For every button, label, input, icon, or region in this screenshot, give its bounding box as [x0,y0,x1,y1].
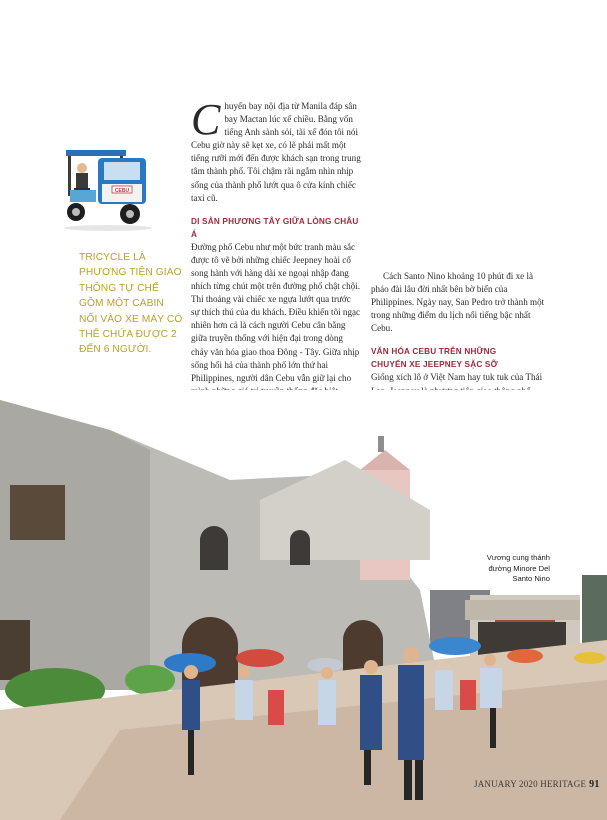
section1-paragraph-1: Đường phố Cebu như một bức tranh màu sắc được tô vẽ bởi những chiếc Jeepney hoài cổ song hành với hàng dài xe ngoại nhập đang nhích từng chút một trên đường phố chật chội. Thi thoảng vài chiếc xe ngựa lướt qua trước sự thích thú của du khách. Điều khiến tôi ngạc nhiên hơn cả là cách người Cebu cân bằng giữa truyền thống với hiện đại trong dòng chảy văn hóa giao thoa Đông - Tây. Giữa nhịp sống hối hả của thành phố lớn thứ hai Philippines, người dân Cebu vẫn giữ lại cho [191,241,361,383]
section2-heading-line2: CHUYẾN XE JEEPNEY SẶC SỠ [371,360,498,370]
drop-cap: C [191,95,221,144]
intro-paragraph: huyến bay nội địa từ Manila đáp sân bay Mactan lúc xế chiều. Bằng vốn tiếng Anh sành sỏi, tài xế đón tôi nói Cebu giờ này sẽ kẹt xe, có lẽ phải mất một tiếng rưỡi mới đến được khách sạn trong trung tâm thành phố. Tôi chậm rãi ngắm nhìn nhịp sống của thành phố lướt qua ô cửa kính chiếc taxi cũ. [191,101,361,203]
section2-heading-line1: VĂN HÓA CEBU TRÊN NHỮNG [371,347,497,357]
section2-paragraph-1: Giống xích lô ở Việt Nam hay tuk tuk của Thái [371,372,543,383]
issue-label: JANUARY 2020 HERITAGE [474,779,587,789]
tricycle-plate: CEBU [114,188,130,194]
tricycle-caption: TRICYCLE LÀ PHƯƠNG TIỆN GIAO THÔNG TỰ CHẾ GỒM MỘT CABIN NỐI VÀO XE MÁY CÓ THỂ CHỨA ĐƯỢC 2 ĐẾN 6 NGƯỜI. [79,252,183,356]
photo-caption: Vương cung thánh đường Minore Del Santo Nino [486,553,550,584]
section-heading-jeepney [371,345,545,371]
basilica-photo [0,390,607,820]
section-heading-western-heritage: DI SẢN PHƯƠNG TÂY GIỮA LÒNG CHÂU Á [191,216,359,239]
page-number: 91 [589,779,600,790]
section1-paragraph-2: Cách Santo Nino khoảng 10 phút đi xe là pháo đài lâu đời nhất bên bờ biển của Philippines. Ngày nay, San Pedro trở thành một trong những điểm du lịch nổi tiếng bậc nhất Cebu. [371,271,545,334]
page-footer [474,779,600,790]
article-column-1 [191,95,361,408]
tricycle-illustration [58,146,158,246]
